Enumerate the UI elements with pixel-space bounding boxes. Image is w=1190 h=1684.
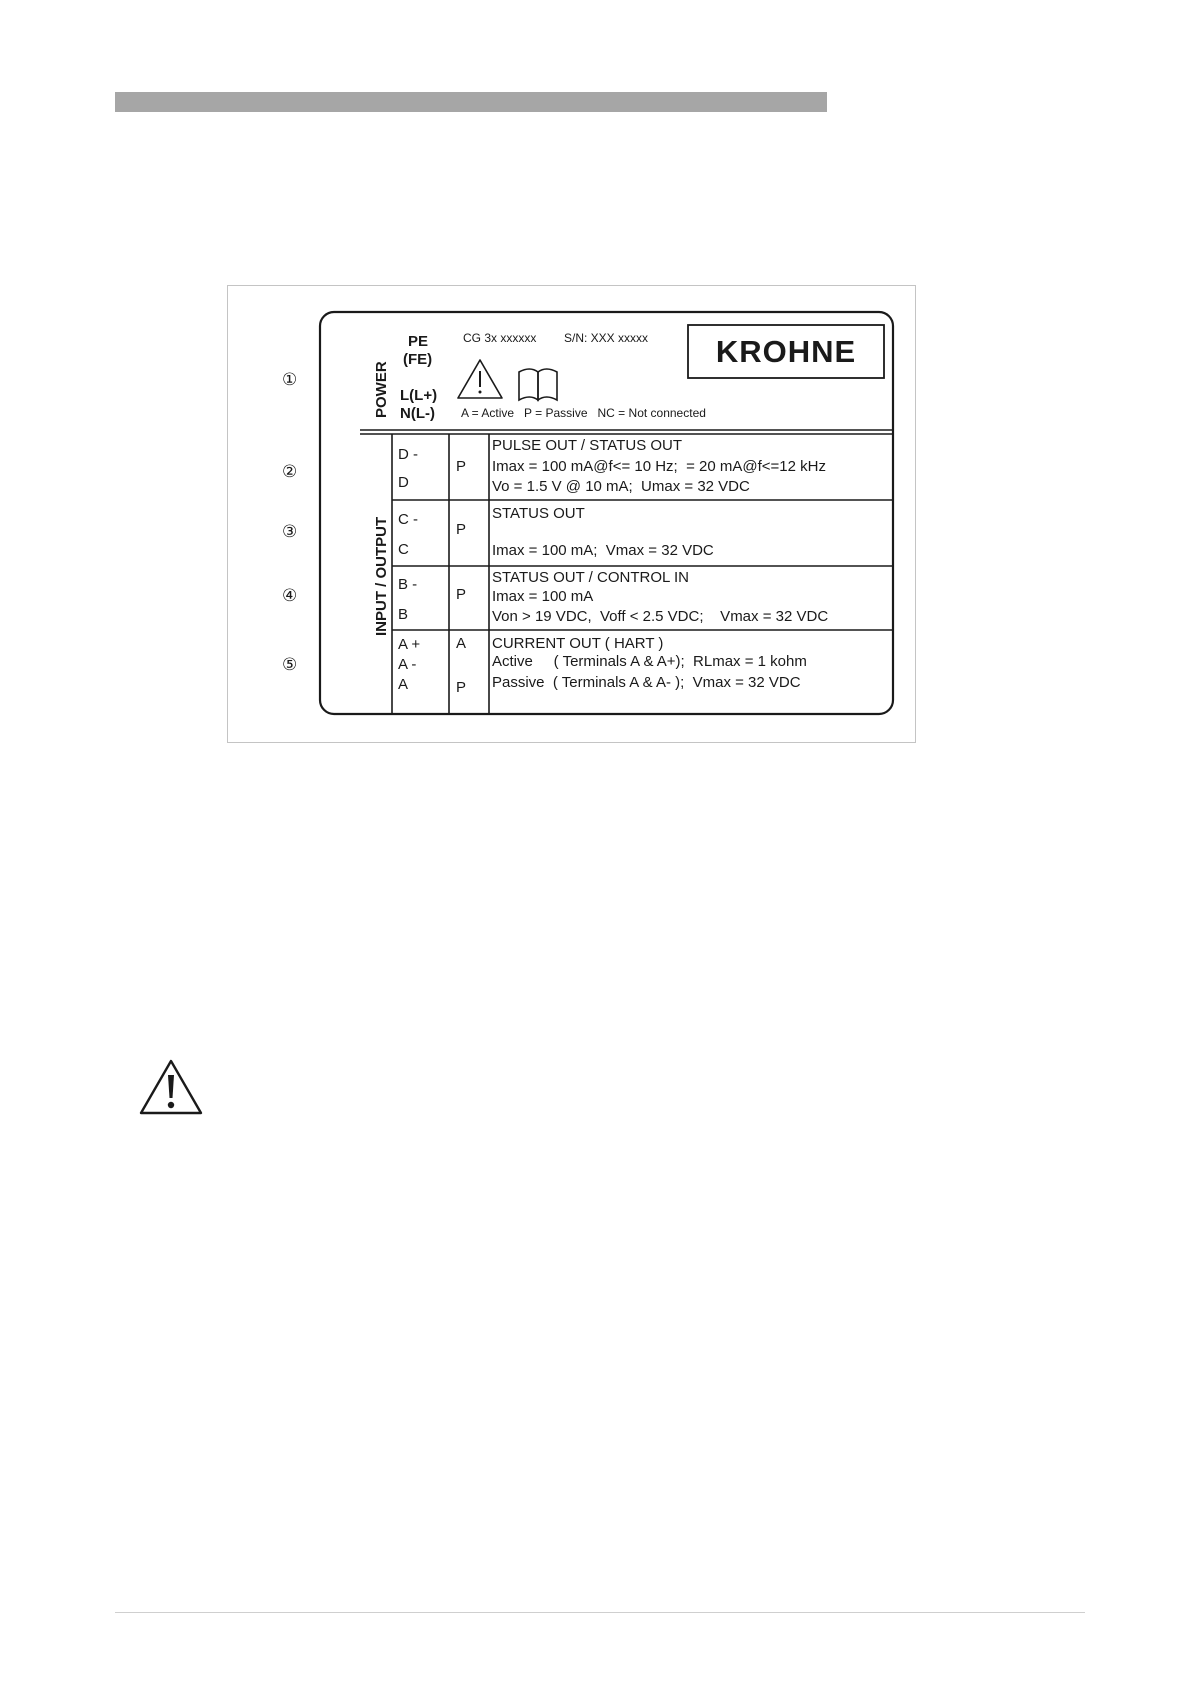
row-d-spec-2: Vo = 1.5 V @ 10 mA; Umax = 32 VDC [492, 478, 750, 495]
serial-number: S/N: XXX xxxxx [564, 331, 649, 345]
row-c-title: STATUS OUT [492, 505, 585, 522]
row-b-spec-1: Imax = 100 mA [492, 588, 594, 605]
terminal-b: B [398, 606, 409, 623]
terminal-a: A [398, 676, 409, 693]
terminal-d-minus: D - [398, 446, 418, 463]
mode-c: P [456, 521, 467, 538]
row-a-title: CURRENT OUT ( HART ) [492, 635, 664, 652]
mode-a-active: A [456, 635, 467, 652]
terminal-l: L(L+) [400, 387, 438, 404]
mode-b: P [456, 586, 467, 603]
callout-4: ④ [282, 586, 298, 606]
terminal-pe: PE [408, 333, 429, 350]
terminal-c-minus: C - [398, 511, 418, 528]
terminal-c: C [398, 541, 409, 558]
mode-a-passive: P [456, 679, 467, 696]
row-c-spec-2: Imax = 100 mA; Vmax = 32 VDC [492, 542, 714, 559]
mode-legend: A = Active P = Passive NC = Not connected [461, 406, 706, 420]
callout-1: ① [282, 370, 298, 390]
warning-triangle-icon [458, 360, 502, 398]
callout-5: ⑤ [282, 655, 298, 675]
open-book-icon [519, 369, 557, 400]
row-a-spec-1: Active ( Terminals A & A+); RLmax = 1 kohm [492, 653, 807, 670]
side-label-power: POWER [373, 361, 390, 418]
callout-2: ② [282, 462, 298, 482]
row-b-title: STATUS OUT / CONTROL IN [492, 569, 689, 586]
side-label-io: INPUT / OUTPUT [373, 516, 390, 636]
terminal-n: N(L-) [400, 405, 435, 422]
footer-rule [115, 1612, 1085, 1613]
row-d-spec-1: Imax = 100 mA@f<= 10 Hz; = 20 mA@f<=12 kHz [492, 458, 826, 475]
mode-d: P [456, 458, 467, 475]
brand-logo: KROHNE [715, 334, 857, 369]
callout-3: ③ [282, 522, 298, 542]
warning-triangle-icon [138, 1058, 204, 1116]
terminal-a-minus: A - [398, 656, 417, 673]
cg-number: CG 3x xxxxxx [463, 331, 537, 345]
terminal-d: D [398, 474, 409, 491]
terminal-b-minus: B - [398, 576, 418, 593]
terminal-a-plus: A + [398, 636, 421, 653]
row-b-spec-2: Von > 19 VDC, Voff < 2.5 VDC; Vmax = 32 VDC [492, 608, 829, 625]
row-d-title: PULSE OUT / STATUS OUT [492, 437, 683, 454]
row-a-spec-2: Passive ( Terminals A & A- ); Vmax = 32 VDC [492, 674, 801, 691]
terminal-fe: (FE) [403, 351, 433, 368]
